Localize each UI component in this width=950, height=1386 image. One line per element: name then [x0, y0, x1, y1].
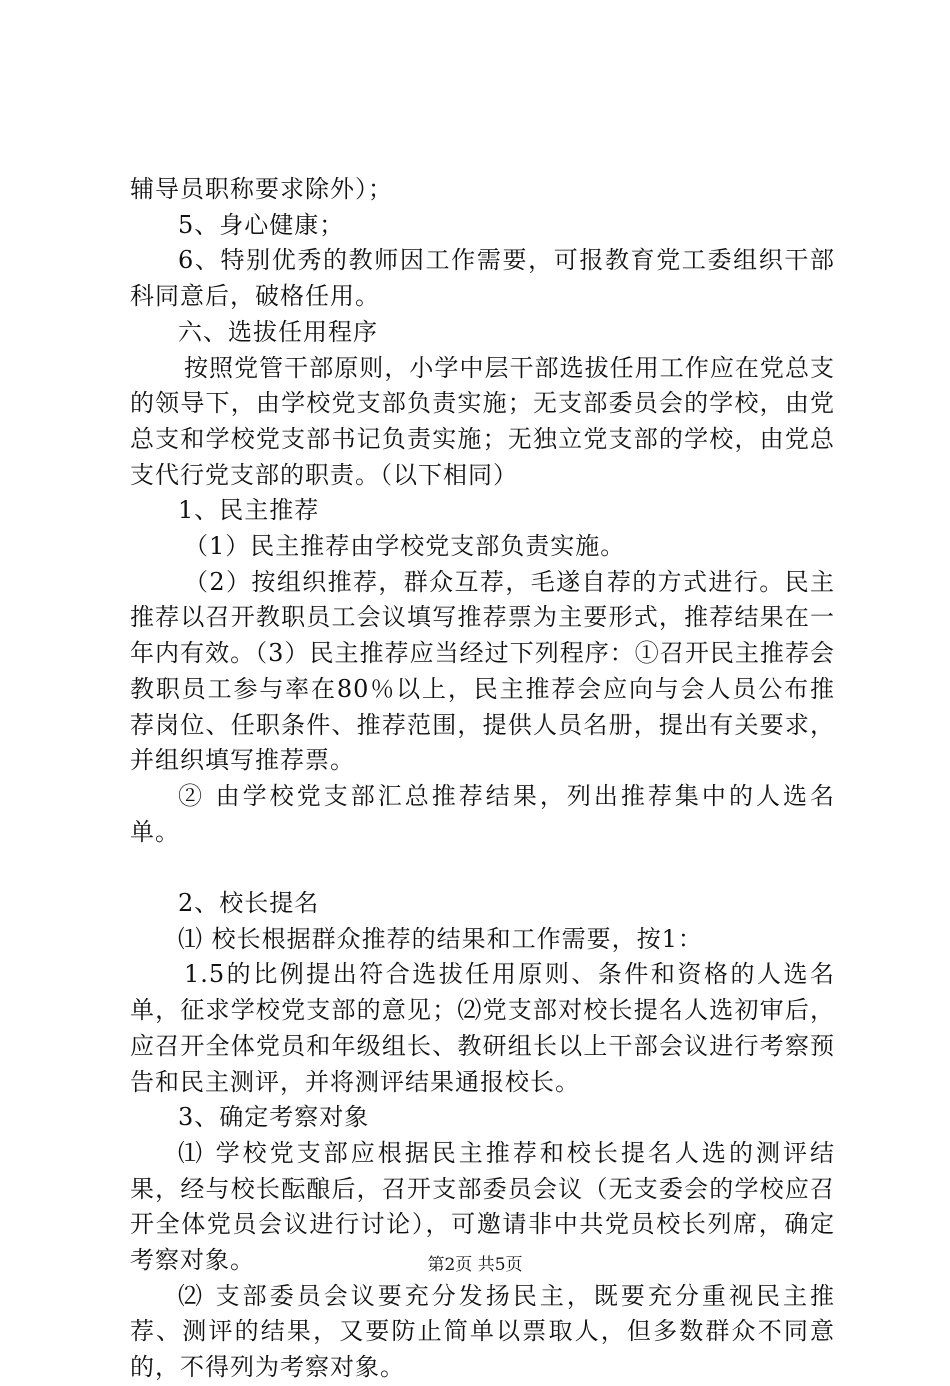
paragraph-summary-results: ② 由学校党支部汇总推荐结果，列出推荐集中的人选名单。 [130, 781, 835, 846]
subheading-democratic-recommendation: 1、民主推荐 [178, 496, 320, 525]
paragraph-counselor-title: 辅导员职称要求除外）； [130, 175, 393, 203]
paragraph-recommendation-2: （2）按组织推荐，群众互荐，毛遂自荐的方式进行。民主推荐以召开教职员工会议填写推荐票为主要形式，推荐结果在一年内有效。（3）民主推荐应当经过下列程序：①召开民主推荐会教职员工参与率在80％以上，民主推荐会应向与会人员公布推荐岗位、任职条件、推荐范围，提供人员名册，提出有关要求，并组织填写推荐票。 [130, 567, 835, 775]
paragraph-exceptional-teacher: 6、特别优秀的教师因工作需要，可报教育党工委组织干部科同意后，破格任用。 [130, 246, 835, 311]
paragraph-health: 5、身心健康； [178, 210, 345, 239]
page-number-footer: 第2页 共5页 [427, 1255, 523, 1275]
paragraph-party-principle: 按照党管干部原则，小学中层干部选拔任用工作应在党总支的领导下，由学校党支部负责实施；无支部委员会的学校，由党总支和学校党支部书记负责实施；无独立党支部的学校，由党总支代行党支部的职责。（以下相同） [130, 353, 835, 489]
subheading-principal-nomination: 2、校长提名 [178, 889, 320, 918]
section-heading-procedure: 六、选拔任用程序 [178, 317, 378, 346]
paragraph-determine-1: ⑴ 学校党支部应根据民主推荐和校长提名人选的测评结果，经与校长酝酿后，召开支部委员会议（无支委会的学校应召开全体党员会议进行讨论），可邀请非中共党员校长列席，确定考察对象。 [130, 1138, 835, 1275]
blank-line [130, 850, 835, 886]
paragraph-nomination-ratio: 1.5的比例提出符合选拔任用原则、条件和资格的人选名单，征求学校党支部的意见；⑵党支部对校长提名人选初审后，应召开全体党员和年级组长、教研组长以上干部会议进行考察预告和民主测评，并将测评结果通报校长。 [130, 960, 835, 1096]
document-body [130, 172, 835, 1386]
subheading-determine-candidates: 3、确定考察对象 [178, 1103, 370, 1132]
paragraph-recommendation-1: （1）民主推荐由学校党支部负责实施。 [184, 532, 626, 561]
paragraph-determine-2: ⑵ 支部委员会议要充分发扬民主，既要充分重视民主推荐、测评的结果，又要防止简单以票取人，但多数群众不同意的，不得列为考察对象。 [130, 1281, 835, 1382]
paragraph-nomination-1: ⑴ 校长根据群众推荐的结果和工作需要，按1： [178, 924, 703, 953]
